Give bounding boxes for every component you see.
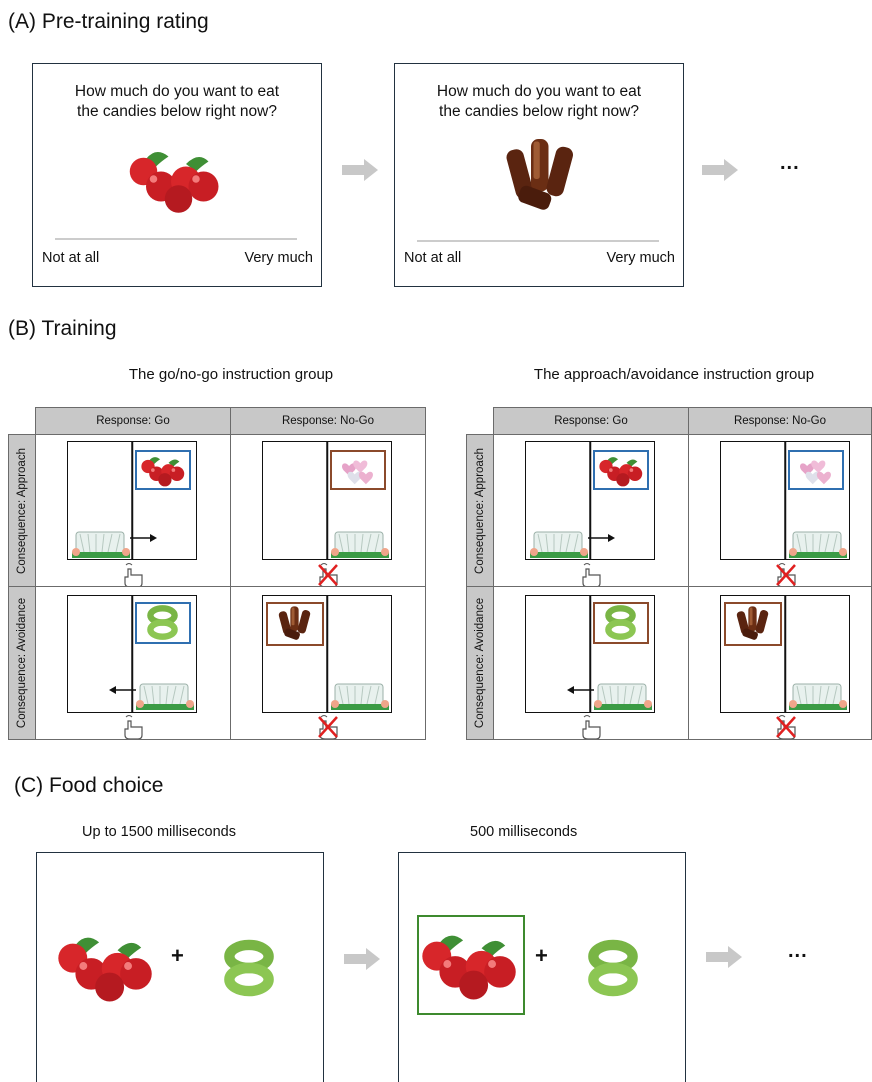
scale-label-left: Not at all xyxy=(42,250,100,266)
cell-nogo-avoidance xyxy=(230,586,426,740)
timing-label-2: 500 milliseconds xyxy=(470,824,578,840)
cell-go-approach xyxy=(493,434,689,587)
rating-scale-line[interactable] xyxy=(417,240,659,242)
right-arrow-icon xyxy=(588,533,616,543)
hand-no-press-icon xyxy=(317,563,339,587)
shopping-cart-icon xyxy=(594,680,652,710)
cell-go-avoidance xyxy=(493,586,689,740)
scale-label-right: Very much xyxy=(244,250,313,266)
trial-screen xyxy=(262,441,392,560)
shopping-cart-icon xyxy=(789,528,847,558)
rating-question-line2: the candies below right now? xyxy=(77,103,277,120)
food-frame xyxy=(593,602,649,644)
col-header-go: Response: Go xyxy=(493,407,689,435)
ring-candy-image[interactable] xyxy=(219,929,279,1007)
trial-screen xyxy=(262,595,392,713)
cell-nogo-approach xyxy=(230,434,426,587)
arrow-icon xyxy=(706,946,744,970)
cell-nogo-approach xyxy=(688,434,872,587)
choice-screen-1 xyxy=(36,852,324,1082)
cola-candy-image xyxy=(726,604,779,643)
hearts-candy-image xyxy=(790,452,841,487)
cell-nogo-avoidance xyxy=(688,586,872,740)
col-header-go: Response: Go xyxy=(35,407,231,435)
row-header-avoidance xyxy=(466,586,494,740)
group-title-approach-avoidance: The approach/avoidance instruction group xyxy=(533,366,815,383)
scale-label-right: Very much xyxy=(606,250,675,266)
rating-screen-cherries xyxy=(32,63,322,287)
rating-screen-cola xyxy=(394,63,684,287)
fixation-cross: + xyxy=(171,943,184,968)
arrow-icon xyxy=(702,159,740,183)
ellipsis: ... xyxy=(780,152,800,174)
panel-a-title: (A) Pre-training rating xyxy=(8,10,209,33)
trial-screen xyxy=(720,595,850,713)
choice-screen-2 xyxy=(398,852,686,1082)
row-header-approach xyxy=(466,434,494,587)
scale-label-left: Not at all xyxy=(404,250,462,266)
hand-no-press-icon xyxy=(775,563,797,587)
cola-candy-image xyxy=(501,134,581,214)
ring-candy-image xyxy=(137,604,188,641)
hand-press-icon xyxy=(580,563,602,587)
rating-question-line1: How much do you want to eat xyxy=(74,83,280,100)
rating-question-line1: How much do you want to eat xyxy=(436,83,642,100)
selection-frame xyxy=(417,915,525,1015)
rating-question-line2: the candies below right now? xyxy=(439,103,639,120)
food-frame xyxy=(330,450,386,490)
hand-press-icon xyxy=(580,715,602,739)
cola-candy-image xyxy=(268,604,321,643)
ring-candy-image[interactable] xyxy=(583,929,643,1007)
rating-question xyxy=(33,82,321,122)
col-header-nogo: Response: No-Go xyxy=(230,407,426,435)
row-header-approach-label: Consequence: Approach xyxy=(16,447,28,574)
food-frame xyxy=(266,602,324,646)
cherry-candy-image xyxy=(137,452,188,487)
shopping-cart-icon xyxy=(136,680,194,710)
arrow-icon xyxy=(342,159,380,183)
shopping-cart-icon xyxy=(72,528,130,558)
fixation-cross: + xyxy=(535,943,548,968)
panel-c-title: (C) Food choice xyxy=(14,774,164,797)
row-header-avoidance xyxy=(8,586,36,740)
row-header-avoidance-label: Consequence: Avoidance xyxy=(474,597,486,729)
cell-go-approach xyxy=(35,434,231,587)
trial-screen xyxy=(67,441,197,560)
timing-label-1: Up to 1500 milliseconds xyxy=(82,824,236,840)
row-header-approach xyxy=(8,434,36,587)
cell-go-avoidance xyxy=(35,586,231,740)
ring-candy-image xyxy=(595,604,646,641)
right-arrow-icon xyxy=(130,533,158,543)
food-frame xyxy=(593,450,649,490)
cherry-candy-image xyxy=(121,144,231,214)
shopping-cart-icon xyxy=(789,680,847,710)
shopping-cart-icon xyxy=(530,528,588,558)
panel-b-title: (B) Training xyxy=(8,317,117,340)
trial-screen xyxy=(720,441,850,560)
trial-screen xyxy=(525,595,655,713)
food-frame xyxy=(135,602,191,644)
col-header-nogo: Response: No-Go xyxy=(688,407,872,435)
cherry-candy-image[interactable] xyxy=(421,927,521,1001)
food-frame xyxy=(788,450,844,490)
food-frame xyxy=(135,450,191,490)
left-arrow-icon xyxy=(108,685,136,695)
hand-press-icon xyxy=(122,563,144,587)
hand-press-icon xyxy=(122,715,144,739)
rating-question xyxy=(395,82,683,122)
group-title-gonogo: The go/no-go instruction group xyxy=(128,366,334,383)
cherry-candy-image[interactable] xyxy=(57,929,157,1003)
row-header-avoidance-label: Consequence: Avoidance xyxy=(16,597,28,729)
trial-screen xyxy=(525,441,655,560)
shopping-cart-icon xyxy=(331,528,389,558)
hearts-candy-image xyxy=(332,452,383,487)
ellipsis: ... xyxy=(788,940,808,962)
shopping-cart-icon xyxy=(331,680,389,710)
hand-no-press-icon xyxy=(317,715,339,739)
arrow-icon xyxy=(344,948,382,972)
trial-screen xyxy=(67,595,197,713)
row-header-approach-label: Consequence: Approach xyxy=(474,447,486,574)
left-arrow-icon xyxy=(566,685,594,695)
food-frame xyxy=(724,602,782,646)
cherry-candy-image xyxy=(595,452,646,487)
hand-no-press-icon xyxy=(775,715,797,739)
rating-scale-line[interactable] xyxy=(55,238,297,240)
